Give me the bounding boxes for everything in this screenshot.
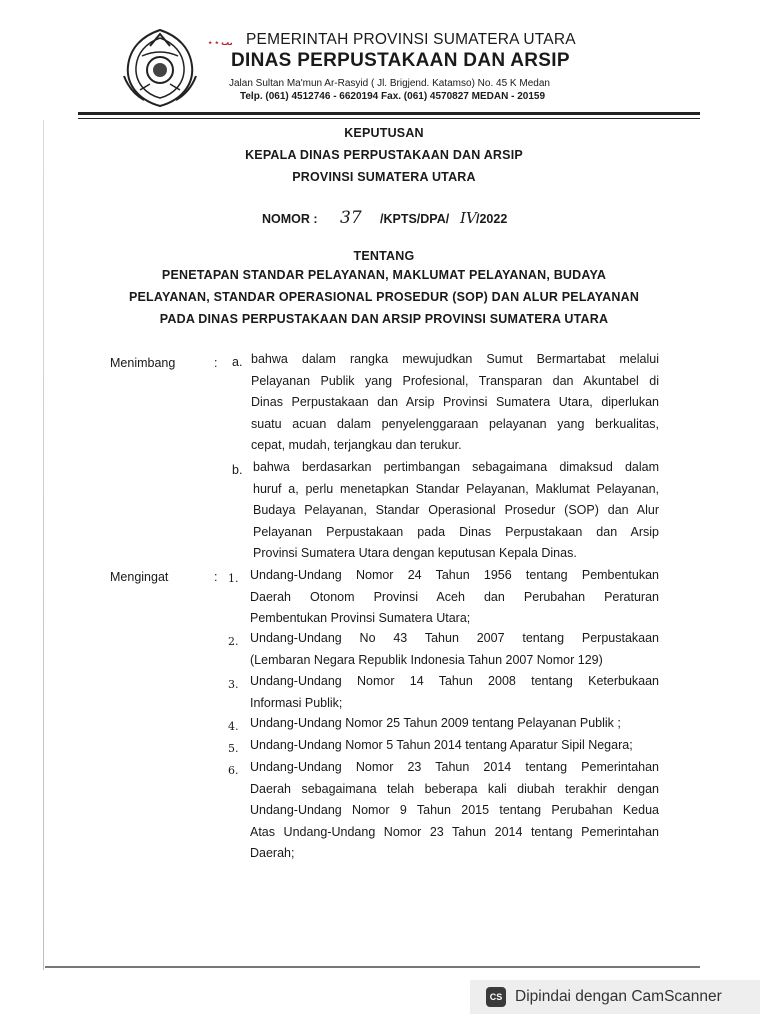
mengingat-item-1 — [250, 565, 659, 630]
text-line: (Lembaran Negara Republik Indonesia Tahun 2007 Nomor 129) — [250, 652, 603, 667]
scanner-watermark — [470, 980, 760, 1014]
letterhead-rule-thin — [78, 118, 700, 119]
text-line: Budaya Pelayanan, Standar Operasional Prosedur (SOP) dan Alur — [253, 503, 659, 518]
text-line: Atas Undang-Undang Nomor 23 Tahun 2014 tentang Pemerintahan — [250, 824, 659, 839]
item-number: 3. — [228, 678, 239, 691]
text-line: bahwa berdasarkan pertimbangan sebagaimana dimaksud dalam — [253, 460, 659, 474]
mengingat-item-6 — [250, 757, 659, 865]
text-line: Pelayanan Publik yang Profesional, Transparan dan Akuntabel di — [251, 373, 659, 388]
text-line: Pembentukan Provinsi Sumatera Utara; — [250, 611, 471, 626]
text-line: Provinsi Sumatera Utara dengan keputusan Kepala Dinas. — [253, 546, 577, 561]
text-line: Daerah; — [250, 846, 295, 861]
menimbang-item-a — [251, 349, 659, 457]
nomor-year: /2022 — [476, 212, 508, 226]
mengingat-item-4 — [250, 713, 659, 735]
tentang-heading: TENTANG — [353, 249, 415, 263]
item-number: 4. — [228, 720, 239, 733]
text-line: suatu acuan dalam penyelenggaraan pelayanan yang berkualitas, — [251, 416, 659, 431]
text-line: Undang-Undang Nomor 9 Tahun 2015 tentang Perubahan Kedua — [250, 803, 659, 818]
text-line: Undang-Undang No 43 Tahun 2007 tentang Perpustakaan — [250, 631, 659, 645]
camscanner-icon: CS — [486, 987, 506, 1007]
menimbang-item-b — [253, 457, 659, 565]
menimbang-label: Menimbang — [110, 356, 176, 370]
text-line: Daerah Otonom Provinsi Aceh dan Perubahan Peraturan — [250, 589, 659, 604]
mengingat-item-2 — [250, 628, 659, 671]
text-line: Daerah sebagaimana telah beberapa kali diubah terakhir dengan — [250, 781, 659, 796]
office-address: Jalan Sultan Ma'mun Ar-Rasyid ( Jl. Brigjend. Katamso) No. 45 K Medan — [229, 78, 550, 89]
text-line: Dinas Perpustakaan dan Arsip Provinsi Sumatera Utara, diperlukan — [251, 395, 659, 410]
nomor-code: /KPTS/DPA/ — [380, 212, 450, 226]
menimbang-colon: : — [214, 356, 218, 370]
item-marker: a. — [232, 355, 243, 369]
letterhead-rule-thick — [78, 112, 700, 115]
mengingat-item-3 — [250, 671, 659, 714]
page-bottom-edge — [45, 966, 700, 968]
text-line: Informasi Publik; — [250, 695, 343, 710]
text-line: Undang-Undang Nomor 25 Tahun 2009 tentang Pelayanan Publik ; — [250, 716, 621, 730]
item-number: 1. — [228, 572, 239, 585]
text-line: Undang-Undang Nomor 23 Tahun 2014 tentang Pemerintahan — [250, 760, 659, 774]
text-line: Undang-Undang Nomor 14 Tahun 2008 tentang Keterbukaan — [250, 674, 659, 688]
nomor-label: NOMOR : — [262, 212, 318, 226]
decree-issuer: KEPALA DINAS PERPUSTAKAAN DAN ARSIP — [245, 148, 523, 162]
decree-title: KEPUTUSAN — [344, 126, 424, 140]
government-name: PEMERINTAH PROVINSI SUMATERA UTARA — [246, 31, 576, 48]
nomor-handwritten-month: IV — [460, 209, 477, 227]
text-line: Undang-Undang Nomor 24 Tahun 1956 tentang Pembentukan — [250, 568, 659, 582]
mengingat-item-5 — [250, 735, 659, 757]
text-line: huruf a, perlu menetapkan Standar Pelayanan, Maklumat Pelayanan, — [253, 481, 659, 496]
provincial-emblem — [120, 26, 200, 110]
subject-line: PENETAPAN STANDAR PELAYANAN, MAKLUMAT PELAYANAN, BUDAYA — [161, 268, 607, 282]
subject-line: PELAYANAN, STANDAR OPERASIONAL PROSEDUR (SOP) DAN ALUR PELAYANAN — [128, 290, 640, 304]
stamp-mark: ٮٮ ٭ ٭ — [208, 38, 233, 47]
nomor-handwritten-number: 37 — [340, 208, 362, 228]
decree-province: PROVINSI SUMATERA UTARA — [292, 170, 476, 184]
office-name: DINAS PERPUSTAKAAN DAN ARSIP — [231, 50, 570, 71]
text-line: Undang-Undang Nomor 5 Tahun 2014 tentang Aparatur Sipil Negara; — [250, 738, 633, 752]
mengingat-colon: : — [214, 570, 218, 584]
mengingat-label: Mengingat — [110, 570, 169, 584]
item-marker: b. — [232, 463, 243, 477]
office-phone: Telp. (061) 4512746 - 6620194 Fax. (061) 4570827 MEDAN - 20159 — [240, 91, 545, 102]
scanner-text: Dipindai dengan CamScanner — [515, 988, 722, 1005]
subject-line: PADA DINAS PERPUSTAKAAN DAN ARSIP PROVINSI SUMATERA UTARA — [159, 312, 609, 326]
item-number: 2. — [228, 635, 239, 648]
text-line: bahwa dalam rangka mewujudkan Sumut Bermartabat melalui — [251, 352, 659, 366]
item-number: 5. — [228, 742, 239, 755]
text-line: cepat, mudah, terjangkau dan terukur. — [251, 438, 462, 453]
item-number: 6. — [228, 764, 239, 777]
text-line: Pelayanan Perpustakaan pada Dinas Perpustakaan dan Arsip — [253, 524, 659, 539]
page-left-edge — [43, 120, 44, 970]
